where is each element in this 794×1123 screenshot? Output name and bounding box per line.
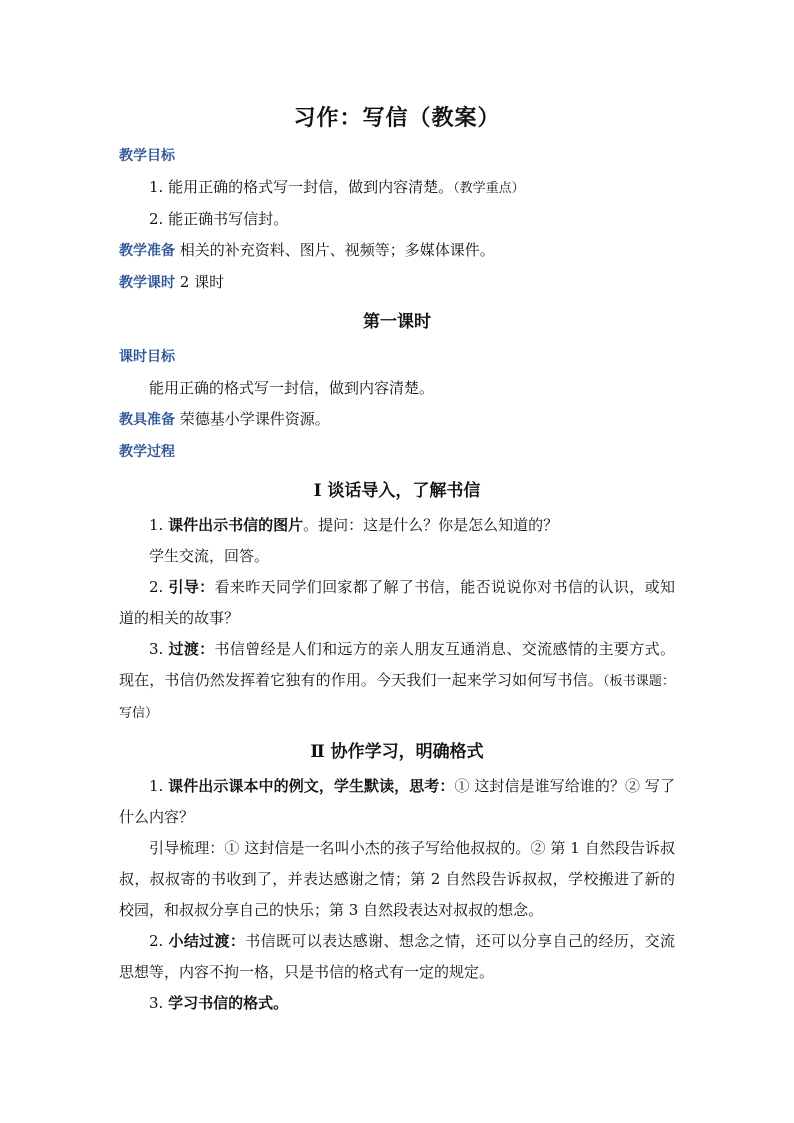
section2-p2-rest: 书信既可以表达感谢、想念之情，还可以分享自己的经历，交流思想等，内容不拘一格，只是书信的格式有一定的规定。: [119, 932, 675, 981]
section1-p3-rest: 书信曾经是人们和远方的亲人朋友互通消息、交流感情的主要方式。现在，书信仍然发挥着它独有的作用。今天我们一起来学习如何写书信。: [119, 640, 675, 689]
lesson1-heading: 第一课时: [363, 312, 431, 332]
section2-p1-bold: 课件出示课本中的例文，学生默读，思考：: [168, 777, 455, 795]
section2-p2-bold: 小结过渡：: [168, 932, 246, 950]
lesson1-goal-text: 能用正确的格式写一封信，做到内容清楚。: [149, 379, 435, 397]
prep-text: 相关的补充资料、图片、视频等；多媒体课件。: [179, 241, 495, 259]
goal-item-2: [119, 204, 675, 235]
section2-p2-number: 2.: [149, 932, 169, 950]
goal-item-1: [119, 172, 675, 204]
goals-heading: [119, 140, 675, 172]
section2-guide: 引导梳理：① 这封信是一名叫小杰的孩子写给他叔叔的。② 第 1 自然段告诉叔叔，叔叔寄的书收到了，并表达感谢之情；第 2 自然段告诉叔叔，学校搬进了新的校园，和叔叔分享自己的快乐；第 3 自然段表达对叔叔的想念。: [119, 839, 675, 919]
section1-p1-number: 1.: [149, 516, 169, 534]
hours-label: 教学课时: [119, 275, 175, 291]
section2-paragraph-1: [119, 771, 675, 833]
lesson1-process-heading: [119, 436, 675, 468]
lesson1-tools-label: 教具准备: [119, 412, 175, 428]
section1-p2-number: 2.: [149, 578, 169, 596]
goal-item-2-text: 2. 能正确书写信封。: [149, 210, 289, 228]
goal-item-1-note: （教学重点）: [453, 181, 525, 196]
section2-p3-bold: 学习书信的格式。: [168, 994, 289, 1012]
section2-p3-number: 3.: [149, 994, 169, 1012]
document-page: [119, 104, 675, 1019]
prep-label: 教学准备: [119, 243, 175, 259]
lesson1-tools-text: 荣德基小学课件资源。: [179, 410, 330, 428]
section1-paragraph-1: [119, 510, 675, 541]
section1-heading: Ⅰ 谈话导入，了解书信: [313, 481, 481, 501]
lesson1-goal-heading: [119, 341, 675, 373]
section1-p3-number: 3.: [149, 640, 169, 658]
hours-row: [119, 267, 675, 299]
section2-paragraph-3: [119, 988, 675, 1019]
section1-answer: 学生交流，回答。: [149, 547, 270, 565]
goal-item-1-text: 1. 能用正确的格式写一封信，做到内容清楚。: [149, 178, 454, 196]
section1-p2-bold: 引导：: [168, 578, 215, 596]
section1-p3-note: （板书课题：写信）: [119, 674, 675, 721]
section2-paragraph-2: [119, 926, 675, 988]
section2-p1-rest: ① 这封信是谁写给谁的？② 写了什么内容？: [119, 777, 675, 826]
hours-text: 2 课时: [179, 273, 225, 291]
section1-paragraph-3: [119, 634, 675, 729]
prep-row: [119, 235, 675, 267]
section1-p3-bold: 过渡：: [168, 640, 215, 658]
goals-label: 教学目标: [119, 148, 175, 164]
lesson1-goal-label: 课时目标: [119, 349, 175, 365]
lesson1-process-label: 教学过程: [119, 444, 175, 460]
lesson1-tools-row: [119, 404, 675, 436]
section1-paragraph-2: [119, 572, 675, 634]
section1-p1-rest: 。提问：这是什么？你是怎么知道的？: [303, 516, 559, 534]
section1-p1-bold: 课件出示书信的图片: [168, 516, 304, 534]
section2-p1-number: 1.: [149, 777, 169, 795]
section2-heading: Ⅱ 协作学习，明确格式: [310, 742, 484, 762]
section1-p2-rest: 看来昨天同学们回家都了解了书信，能否说说你对书信的认识，或知道的相关的故事？: [119, 578, 675, 627]
page-title: 习作：写信（教案）: [293, 105, 501, 131]
